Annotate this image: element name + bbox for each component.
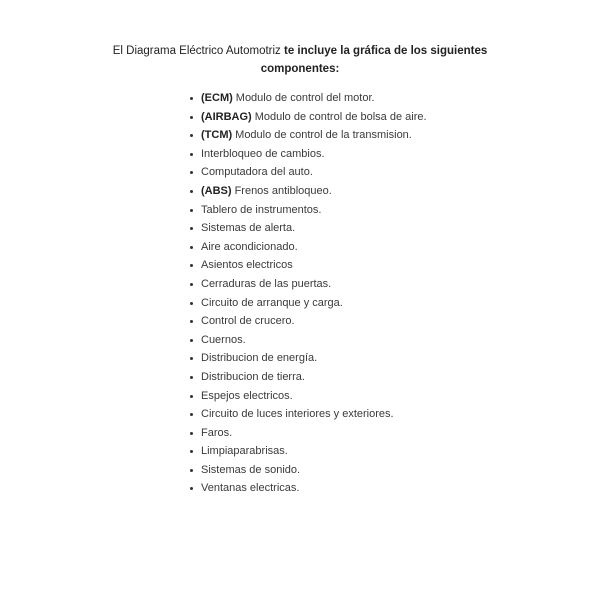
bullet-icon [190, 97, 193, 100]
list-item [190, 89, 520, 108]
bullet-icon [190, 487, 193, 490]
bullet-icon [190, 339, 193, 342]
component-abbreviation: (ABS) [201, 184, 232, 197]
list-item [190, 368, 520, 387]
component-label: Modulo de control de bolsa de aire. [254, 110, 427, 123]
bullet-icon [190, 432, 193, 435]
bullet-icon [190, 469, 193, 472]
component-abbreviation: (AIRBAG) [201, 110, 252, 123]
list-item [190, 201, 520, 220]
component-label: Circuito de arranque y carga. [201, 296, 343, 309]
list-item [190, 331, 520, 350]
list-item [190, 238, 520, 257]
component-label: Espejos electricos. [201, 389, 293, 402]
list-item [190, 442, 520, 461]
components-list [190, 89, 520, 498]
bullet-icon [190, 153, 193, 156]
component-abbreviation: (TCM) [201, 129, 233, 142]
bullet-icon [190, 246, 193, 249]
list-item [190, 256, 520, 275]
bullet-icon [190, 450, 193, 453]
bullet-icon [190, 134, 193, 137]
list-item [190, 108, 520, 127]
bullet-icon [190, 376, 193, 379]
component-label: Ventanas electricas. [201, 482, 300, 495]
intro-heading-bold: te incluye la gráfica de los siguientes componentes: [260, 45, 488, 75]
list-item [190, 424, 520, 443]
bullet-icon [190, 395, 193, 398]
list-item [190, 126, 520, 145]
component-label: Distribucion de tierra. [201, 370, 305, 383]
list-item [190, 182, 520, 201]
bullet-icon [190, 320, 193, 323]
component-label: Sistemas de alerta. [201, 222, 296, 235]
bullet-icon [190, 264, 193, 267]
list-item [190, 312, 520, 331]
list-item [190, 387, 520, 406]
component-label: Computadora del auto. [201, 166, 313, 179]
component-label: Cerraduras de las puertas. [201, 277, 332, 290]
component-label: Sistemas de sonido. [201, 463, 301, 476]
list-item [190, 405, 520, 424]
bullet-icon [190, 283, 193, 286]
component-label: Tablero de instrumentos. [201, 203, 322, 216]
component-abbreviation: (ECM) [201, 92, 233, 104]
component-label: Modulo de control del motor. [235, 92, 375, 104]
bullet-icon [190, 302, 193, 305]
component-label: Modulo de control de la transmision. [235, 129, 412, 142]
list-item [190, 275, 520, 294]
bullet-icon [190, 171, 193, 174]
bullet-icon [190, 227, 193, 230]
list-item [190, 294, 520, 313]
component-label: Faros. [201, 426, 233, 439]
intro-heading [100, 42, 500, 78]
list-item [190, 461, 520, 480]
list-item [190, 219, 520, 238]
component-label: Control de crucero. [201, 315, 295, 328]
component-label: Distribucion de energía. [201, 352, 318, 365]
list-item [190, 479, 520, 498]
list-item [190, 145, 520, 164]
list-item [190, 163, 520, 182]
component-label: Cuernos. [201, 333, 246, 346]
component-label: Circuito de luces interiores y exteriores. [201, 408, 394, 421]
bullet-icon [190, 357, 193, 360]
list-item [190, 349, 520, 368]
bullet-icon [190, 413, 193, 416]
component-label: Frenos antibloqueo. [234, 184, 332, 197]
component-label: Limpiaparabrisas. [201, 445, 288, 458]
intro-heading-normal: El Diagrama Eléctrico Automotriz [112, 45, 285, 57]
component-label: Asientos electricos [201, 259, 293, 272]
component-label: Interbloqueo de cambios. [201, 147, 325, 160]
bullet-icon [190, 209, 193, 212]
component-label: Aire acondicionado. [201, 240, 298, 253]
bullet-icon [190, 190, 193, 193]
bullet-icon [190, 116, 193, 119]
